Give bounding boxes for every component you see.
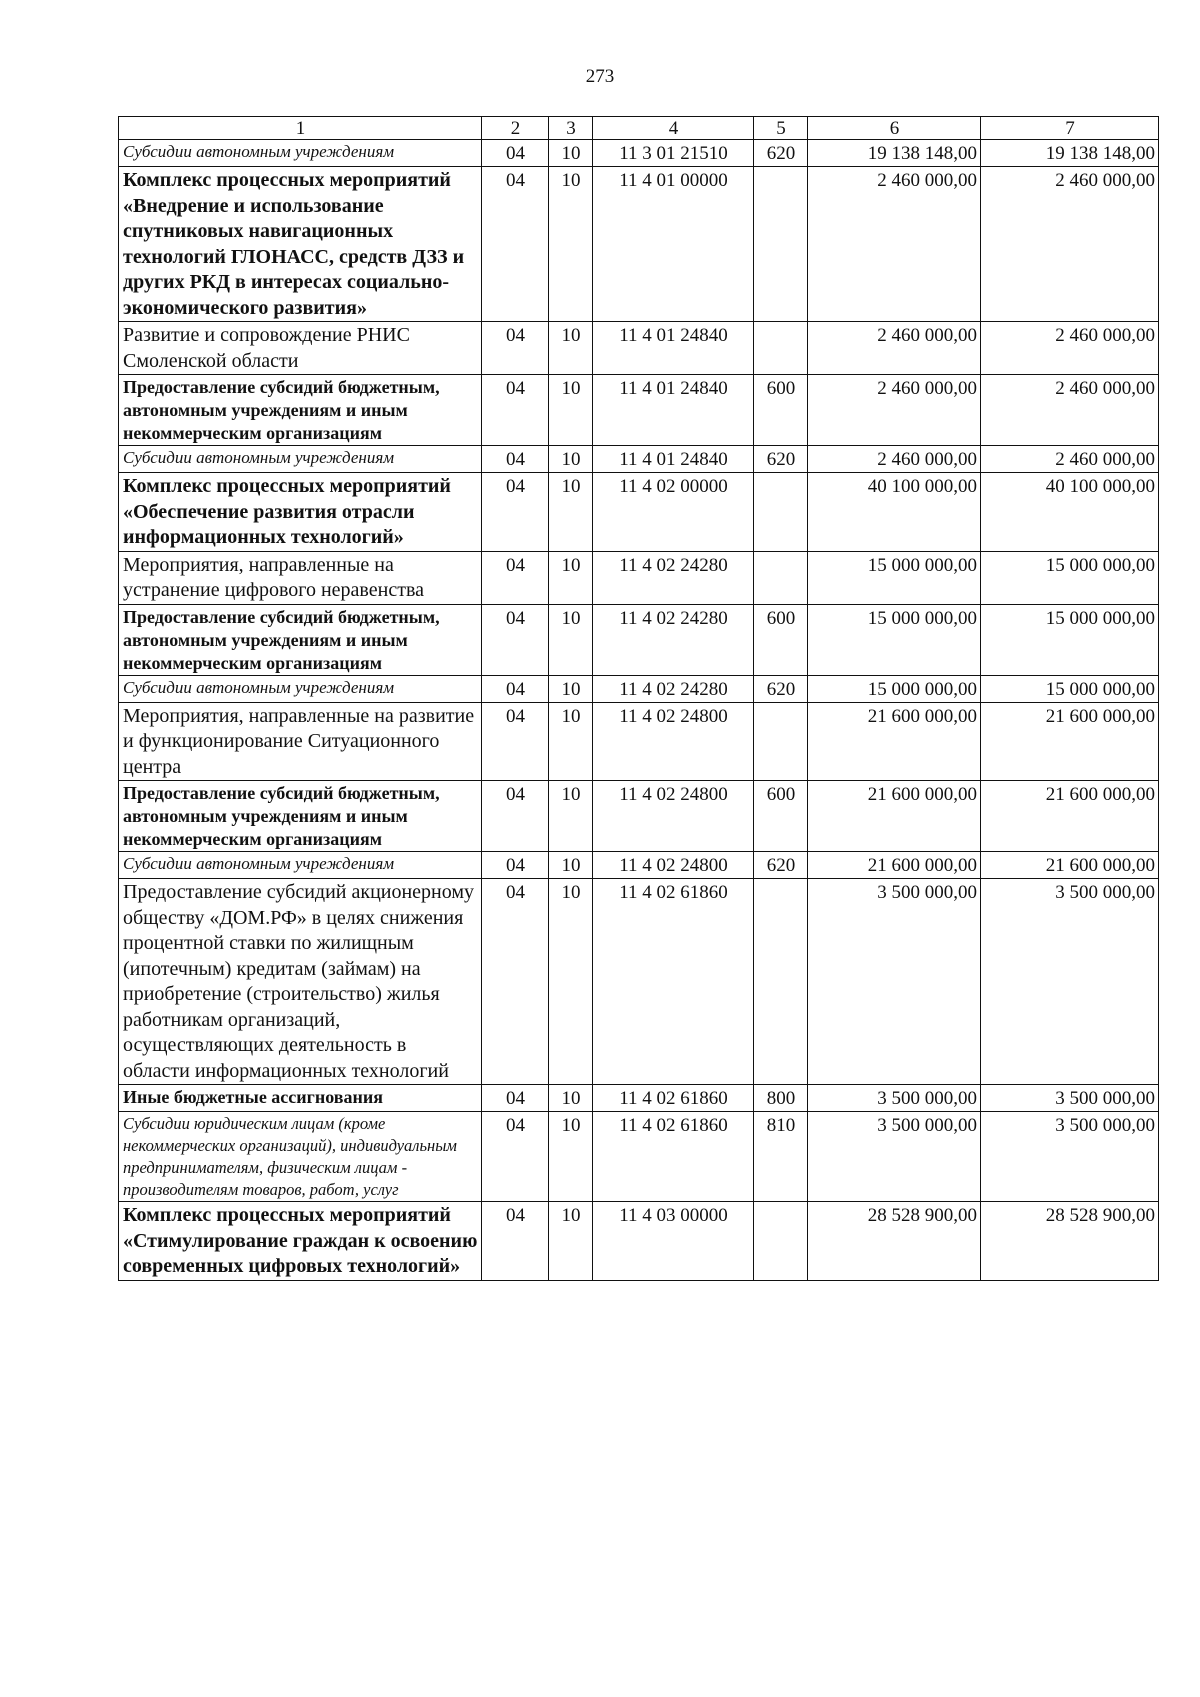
budget-table (118, 116, 1159, 1281)
row-amount-cell: 19 138 148,00 (808, 140, 981, 167)
table-row (119, 879, 1159, 1085)
row-expense-type-cell: 620 (754, 140, 808, 167)
row-target-code-cell: 11 4 02 24280 (593, 551, 754, 604)
row-amount-cell: 21 600 000,00 (808, 852, 981, 879)
row-target-code-cell: 11 4 03 00000 (593, 1202, 754, 1281)
row-section-cell: 04 (482, 167, 549, 322)
row-subsection-cell: 10 (549, 446, 593, 473)
row-section-cell: 04 (482, 702, 549, 781)
row-expense-type-cell (754, 473, 808, 552)
row-amount-cell: 3 500 000,00 (808, 879, 981, 1085)
row-section-cell: 04 (482, 879, 549, 1085)
table-row (119, 781, 1159, 852)
row-amount-cell: 3 500 000,00 (808, 1085, 981, 1112)
table-row (119, 1085, 1159, 1112)
row-expense-type-cell: 620 (754, 675, 808, 702)
row-target-code-cell: 11 4 01 24840 (593, 322, 754, 375)
row-amount-cell: 19 138 148,00 (981, 140, 1159, 167)
row-section-cell: 04 (482, 446, 549, 473)
row-name-cell: Комплекс процессных мероприятий «Внедрение и использование спутниковых навигационных технологий ГЛОНАСС, средств ДЗЗ и других РКД в интересах социально-экономического развития» (119, 167, 482, 322)
row-expense-type-cell: 800 (754, 1085, 808, 1112)
row-target-code-cell: 11 4 01 24840 (593, 375, 754, 446)
row-target-code-cell: 11 4 02 24800 (593, 702, 754, 781)
row-expense-type-cell: 600 (754, 604, 808, 675)
header-col-3: 3 (549, 117, 593, 140)
row-subsection-cell: 10 (549, 375, 593, 446)
row-expense-type-cell: 600 (754, 375, 808, 446)
row-subsection-cell: 10 (549, 1202, 593, 1281)
table-header-row (119, 117, 1159, 140)
row-name-cell: Субсидии автономным учреждениям (119, 446, 482, 473)
row-section-cell: 04 (482, 604, 549, 675)
row-amount-cell: 15 000 000,00 (808, 551, 981, 604)
row-target-code-cell: 11 4 02 24280 (593, 675, 754, 702)
row-target-code-cell: 11 4 02 24800 (593, 781, 754, 852)
row-target-code-cell: 11 4 02 61860 (593, 1085, 754, 1112)
row-target-code-cell: 11 3 01 21510 (593, 140, 754, 167)
table-row (119, 675, 1159, 702)
row-amount-cell: 3 500 000,00 (981, 1112, 1159, 1202)
table-row (119, 604, 1159, 675)
row-name-cell: Предоставление субсидий бюджетным, автономным учреждениям и иным некоммерческим организациям (119, 781, 482, 852)
row-subsection-cell: 10 (549, 675, 593, 702)
row-expense-type-cell (754, 167, 808, 322)
row-amount-cell: 2 460 000,00 (981, 322, 1159, 375)
row-amount-cell: 2 460 000,00 (808, 167, 981, 322)
row-target-code-cell: 11 4 01 00000 (593, 167, 754, 322)
row-amount-cell: 40 100 000,00 (808, 473, 981, 552)
row-subsection-cell: 10 (549, 781, 593, 852)
row-target-code-cell: 11 4 02 24280 (593, 604, 754, 675)
row-amount-cell: 40 100 000,00 (981, 473, 1159, 552)
row-target-code-cell: 11 4 02 24800 (593, 852, 754, 879)
row-amount-cell: 28 528 900,00 (808, 1202, 981, 1281)
row-target-code-cell: 11 4 02 61860 (593, 1112, 754, 1202)
row-name-cell: Комплекс процессных мероприятий «Обеспечение развития отрасли информационных технологий» (119, 473, 482, 552)
row-amount-cell: 15 000 000,00 (808, 675, 981, 702)
row-subsection-cell: 10 (549, 1112, 593, 1202)
row-amount-cell: 3 500 000,00 (981, 879, 1159, 1085)
table-row (119, 1112, 1159, 1202)
row-expense-type-cell (754, 1202, 808, 1281)
table-row (119, 1202, 1159, 1281)
row-name-cell: Мероприятия, направленные на развитие и функционирование Ситуационного центра (119, 702, 482, 781)
table-row (119, 551, 1159, 604)
row-expense-type-cell (754, 702, 808, 781)
row-name-cell: Комплекс процессных мероприятий «Стимулирование граждан к освоению современных цифровых технологий» (119, 1202, 482, 1281)
row-amount-cell: 3 500 000,00 (981, 1085, 1159, 1112)
row-expense-type-cell: 620 (754, 446, 808, 473)
row-subsection-cell: 10 (549, 140, 593, 167)
row-name-cell: Субсидии автономным учреждениям (119, 852, 482, 879)
row-name-cell: Предоставление субсидий бюджетным, автономным учреждениям и иным некоммерческим организациям (119, 375, 482, 446)
row-name-cell: Иные бюджетные ассигнования (119, 1085, 482, 1112)
row-name-cell: Субсидии юридическим лицам (кроме некоммерческих организаций), индивидуальным предпринимателям, физическим лицам - производителям товаров, работ, услуг (119, 1112, 482, 1202)
row-amount-cell: 2 460 000,00 (808, 446, 981, 473)
table-row (119, 852, 1159, 879)
header-col-6: 6 (808, 117, 981, 140)
row-amount-cell: 15 000 000,00 (981, 551, 1159, 604)
row-target-code-cell: 11 4 02 00000 (593, 473, 754, 552)
row-name-cell: Предоставление субсидий бюджетным, автономным учреждениям и иным некоммерческим организациям (119, 604, 482, 675)
row-section-cell: 04 (482, 1085, 549, 1112)
row-section-cell: 04 (482, 1112, 549, 1202)
row-amount-cell: 15 000 000,00 (981, 675, 1159, 702)
table-row (119, 473, 1159, 552)
header-col-1: 1 (119, 117, 482, 140)
row-section-cell: 04 (482, 375, 549, 446)
page-number: 273 (585, 66, 615, 87)
row-subsection-cell: 10 (549, 551, 593, 604)
row-subsection-cell: 10 (549, 167, 593, 322)
row-section-cell: 04 (482, 852, 549, 879)
table-row (119, 702, 1159, 781)
row-amount-cell: 3 500 000,00 (808, 1112, 981, 1202)
row-subsection-cell: 10 (549, 604, 593, 675)
row-name-cell: Субсидии автономным учреждениям (119, 675, 482, 702)
header-col-2: 2 (482, 117, 549, 140)
row-section-cell: 04 (482, 551, 549, 604)
table-body (119, 117, 1159, 1281)
row-expense-type-cell: 600 (754, 781, 808, 852)
row-amount-cell: 21 600 000,00 (981, 852, 1159, 879)
row-expense-type-cell: 620 (754, 852, 808, 879)
row-section-cell: 04 (482, 322, 549, 375)
row-subsection-cell: 10 (549, 702, 593, 781)
row-amount-cell: 21 600 000,00 (808, 781, 981, 852)
row-amount-cell: 15 000 000,00 (808, 604, 981, 675)
header-col-4: 4 (593, 117, 754, 140)
row-amount-cell: 21 600 000,00 (981, 781, 1159, 852)
row-name-cell: Предоставление субсидий акционерному обществу «ДОМ.РФ» в целях снижения процентной ставки по жилищным (ипотечным) кредитам (займам) на приобретение (строительство) жилья работникам организаций, осуществляющих деятельность в области информационных технологий (119, 879, 482, 1085)
row-name-cell: Развитие и сопровождение РНИС Смоленской области (119, 322, 482, 375)
table-row (119, 375, 1159, 446)
row-amount-cell: 15 000 000,00 (981, 604, 1159, 675)
row-amount-cell: 2 460 000,00 (808, 375, 981, 446)
row-expense-type-cell: 810 (754, 1112, 808, 1202)
row-amount-cell: 2 460 000,00 (981, 446, 1159, 473)
table-row (119, 140, 1159, 167)
row-section-cell: 04 (482, 1202, 549, 1281)
table-row (119, 322, 1159, 375)
row-subsection-cell: 10 (549, 879, 593, 1085)
row-subsection-cell: 10 (549, 852, 593, 879)
row-name-cell: Мероприятия, направленные на устранение цифрового неравенства (119, 551, 482, 604)
row-amount-cell: 2 460 000,00 (808, 322, 981, 375)
row-amount-cell: 2 460 000,00 (981, 375, 1159, 446)
row-target-code-cell: 11 4 01 24840 (593, 446, 754, 473)
header-col-5: 5 (754, 117, 808, 140)
row-subsection-cell: 10 (549, 1085, 593, 1112)
row-amount-cell: 28 528 900,00 (981, 1202, 1159, 1281)
row-name-cell: Субсидии автономным учреждениям (119, 140, 482, 167)
row-section-cell: 04 (482, 140, 549, 167)
row-subsection-cell: 10 (549, 322, 593, 375)
row-expense-type-cell (754, 879, 808, 1085)
row-section-cell: 04 (482, 675, 549, 702)
row-expense-type-cell (754, 551, 808, 604)
row-target-code-cell: 11 4 02 61860 (593, 879, 754, 1085)
row-section-cell: 04 (482, 781, 549, 852)
table-row (119, 167, 1159, 322)
row-expense-type-cell (754, 322, 808, 375)
table-row (119, 446, 1159, 473)
row-section-cell: 04 (482, 473, 549, 552)
row-amount-cell: 21 600 000,00 (981, 702, 1159, 781)
row-amount-cell: 2 460 000,00 (981, 167, 1159, 322)
header-col-7: 7 (981, 117, 1159, 140)
row-subsection-cell: 10 (549, 473, 593, 552)
row-amount-cell: 21 600 000,00 (808, 702, 981, 781)
